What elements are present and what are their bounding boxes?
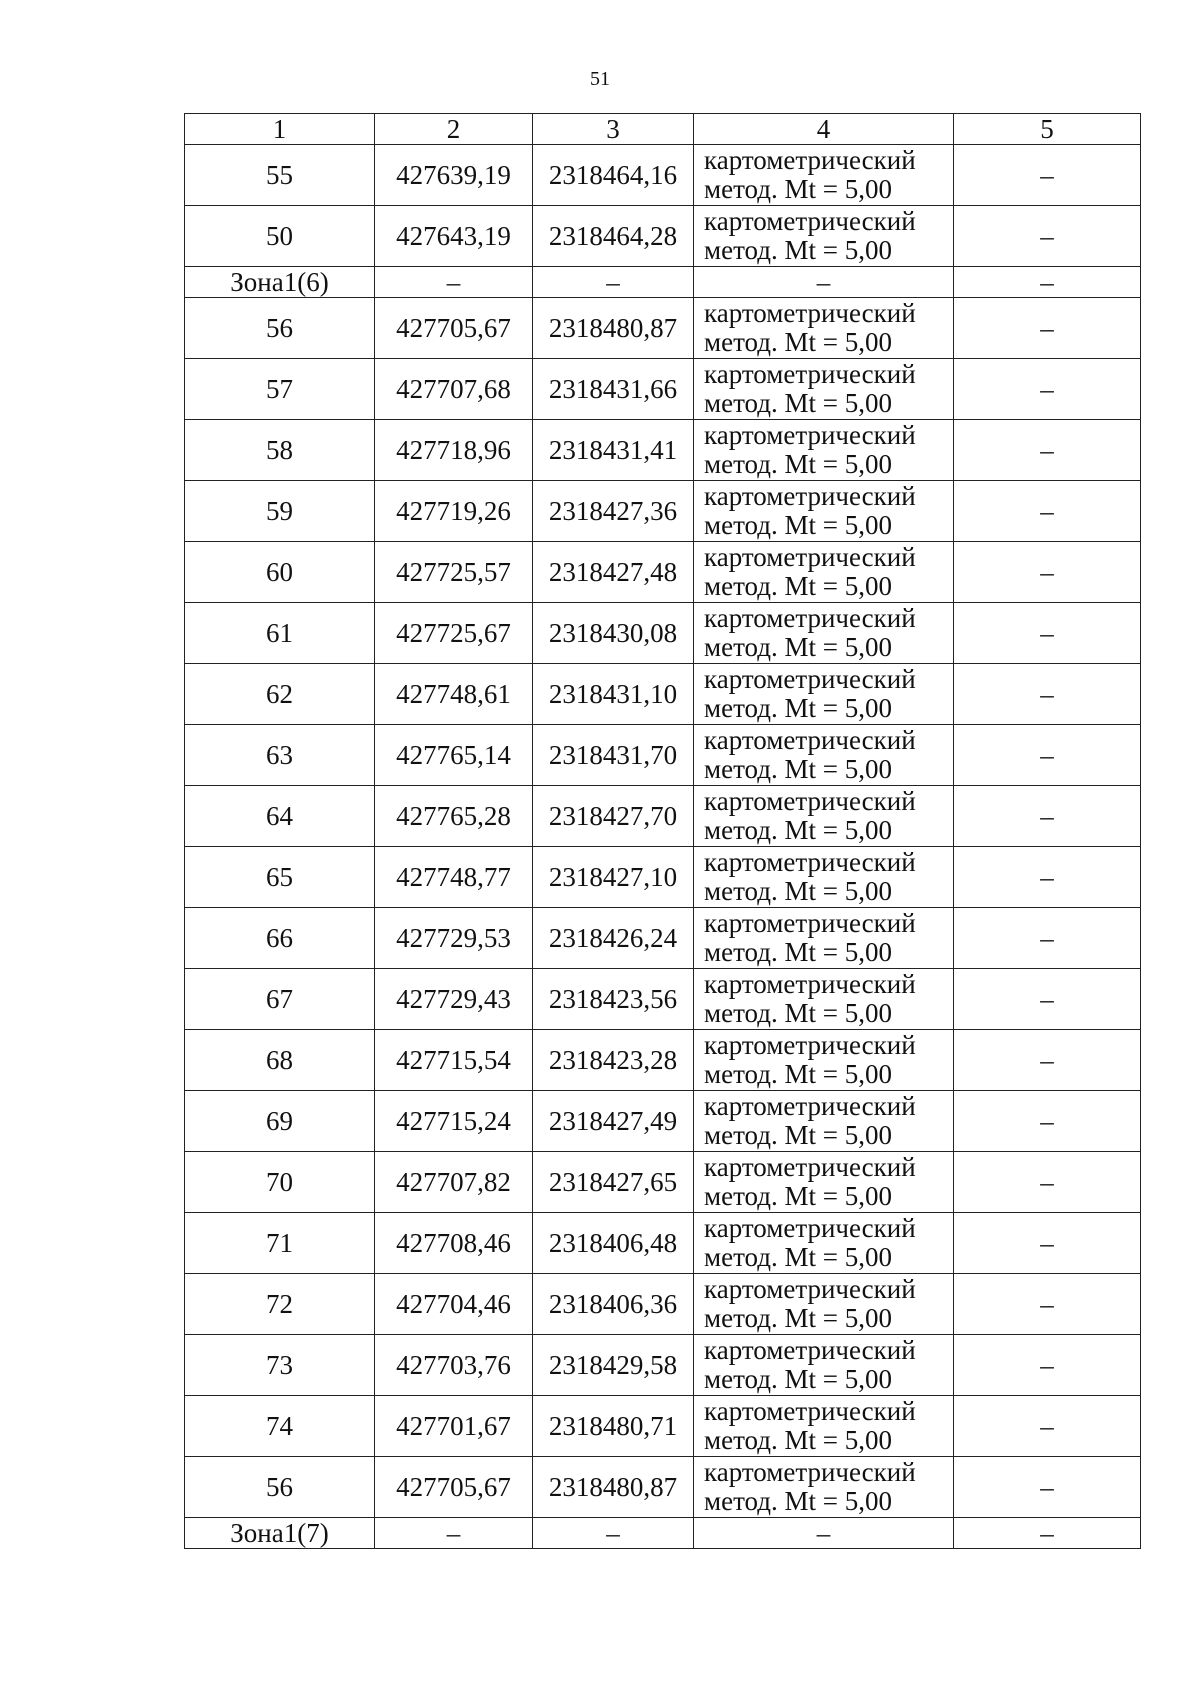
method-name: картометрический: [704, 1091, 916, 1121]
method-name: картометрический: [704, 969, 916, 999]
y-coordinate: 2318427,36: [533, 481, 694, 542]
method-accuracy: метод. Mt = 5,00: [704, 327, 892, 357]
dash-cell: –: [954, 847, 1141, 908]
method-accuracy: метод. Mt = 5,00: [704, 693, 892, 723]
method-name: картометрический: [704, 420, 916, 450]
y-coordinate: 2318406,36: [533, 1274, 694, 1335]
y-coordinate: 2318431,70: [533, 725, 694, 786]
method-cell: [694, 786, 954, 847]
table-row: [185, 298, 1141, 359]
table-row: [185, 359, 1141, 420]
dash-cell: –: [954, 1518, 1141, 1549]
method-name: картометрический: [704, 847, 916, 877]
x-coordinate: 427705,67: [375, 1457, 533, 1518]
x-coordinate: 427701,67: [375, 1396, 533, 1457]
y-coordinate: 2318480,87: [533, 1457, 694, 1518]
table-row: [185, 206, 1141, 267]
dash-cell: –: [954, 969, 1141, 1030]
dash-cell: –: [954, 542, 1141, 603]
y-coordinate: 2318430,08: [533, 603, 694, 664]
y-coordinate: 2318427,70: [533, 786, 694, 847]
y-coordinate: 2318429,58: [533, 1335, 694, 1396]
method-accuracy: метод. Mt = 5,00: [704, 815, 892, 845]
method-cell: [694, 1091, 954, 1152]
dash-cell: –: [954, 786, 1141, 847]
table-row: [185, 786, 1141, 847]
x-coordinate: 427748,61: [375, 664, 533, 725]
method-accuracy: метод. Mt = 5,00: [704, 998, 892, 1028]
table-row: [185, 603, 1141, 664]
point-number: 69: [185, 1091, 375, 1152]
header-cell-4: 4: [694, 114, 954, 145]
point-number: 61: [185, 603, 375, 664]
x-coordinate: 427718,96: [375, 420, 533, 481]
table-row: [185, 1335, 1141, 1396]
zone-label: Зона1(6): [185, 267, 375, 298]
dash-cell: –: [954, 1213, 1141, 1274]
method-accuracy: метод. Mt = 5,00: [704, 1486, 892, 1516]
point-number: 74: [185, 1396, 375, 1457]
y-coordinate: 2318423,56: [533, 969, 694, 1030]
method-accuracy: метод. Mt = 5,00: [704, 937, 892, 967]
y-coordinate: 2318480,87: [533, 298, 694, 359]
header-cell-2: 2: [375, 114, 533, 145]
y-coordinate: 2318431,66: [533, 359, 694, 420]
point-number: 55: [185, 145, 375, 206]
method-accuracy: метод. Mt = 5,00: [704, 876, 892, 906]
dash-cell: –: [954, 1335, 1141, 1396]
method-name: картометрический: [704, 1396, 916, 1426]
table-row: [185, 1396, 1141, 1457]
method-cell: [694, 1030, 954, 1091]
table-row: [185, 1213, 1141, 1274]
dash-cell: –: [954, 1091, 1141, 1152]
method-name: картометрический: [704, 1335, 916, 1365]
table-row: [185, 542, 1141, 603]
method-cell: [694, 1396, 954, 1457]
x-coordinate: 427719,26: [375, 481, 533, 542]
method-cell: [694, 1457, 954, 1518]
point-number: 50: [185, 206, 375, 267]
y-coordinate: 2318431,41: [533, 420, 694, 481]
dash-cell: –: [954, 206, 1141, 267]
method-accuracy: метод. Mt = 5,00: [704, 235, 892, 265]
dash-cell: –: [954, 664, 1141, 725]
header-cell-1: 1: [185, 114, 375, 145]
method-name: картометрический: [704, 1274, 916, 1304]
method-accuracy: метод. Mt = 5,00: [704, 632, 892, 662]
method-accuracy: метод. Mt = 5,00: [704, 449, 892, 479]
dash-cell: –: [954, 481, 1141, 542]
y-coordinate: 2318464,16: [533, 145, 694, 206]
method-name: картометрический: [704, 481, 916, 511]
x-coordinate: 427729,53: [375, 908, 533, 969]
point-number: 59: [185, 481, 375, 542]
dash-cell: –: [954, 1152, 1141, 1213]
table-row: [185, 145, 1141, 206]
method-name: картометрический: [704, 725, 916, 755]
table-row: [185, 1152, 1141, 1213]
x-coordinate: 427765,14: [375, 725, 533, 786]
x-coordinate: 427708,46: [375, 1213, 533, 1274]
method-cell: [694, 420, 954, 481]
method-accuracy: метод. Mt = 5,00: [704, 754, 892, 784]
y-coordinate: 2318427,48: [533, 542, 694, 603]
method-accuracy: метод. Mt = 5,00: [704, 1364, 892, 1394]
method-accuracy: метод. Mt = 5,00: [704, 1242, 892, 1272]
method-cell: [694, 603, 954, 664]
header-cell-3: 3: [533, 114, 694, 145]
dash-cell: –: [954, 1396, 1141, 1457]
x-coordinate: 427715,24: [375, 1091, 533, 1152]
method-accuracy: метод. Mt = 5,00: [704, 510, 892, 540]
table-row: [185, 420, 1141, 481]
x-coordinate: 427643,19: [375, 206, 533, 267]
method-name: картометрический: [704, 542, 916, 572]
y-coordinate: 2318427,10: [533, 847, 694, 908]
coordinates-table: [184, 113, 1141, 1549]
method-name: картометрический: [704, 298, 916, 328]
x-coordinate: 427725,57: [375, 542, 533, 603]
point-number: 56: [185, 298, 375, 359]
method-cell: [694, 481, 954, 542]
dash-cell: –: [954, 267, 1141, 298]
x-coordinate: 427725,67: [375, 603, 533, 664]
point-number: 70: [185, 1152, 375, 1213]
header-cell-5: 5: [954, 114, 1141, 145]
point-number: 57: [185, 359, 375, 420]
method-cell: [694, 1213, 954, 1274]
table-row: [185, 725, 1141, 786]
table-row: [185, 1091, 1141, 1152]
method-name: картометрический: [704, 786, 916, 816]
x-coordinate: 427703,76: [375, 1335, 533, 1396]
point-number: 72: [185, 1274, 375, 1335]
y-coordinate: 2318464,28: [533, 206, 694, 267]
dash-cell: –: [954, 145, 1141, 206]
x-coordinate: 427765,28: [375, 786, 533, 847]
method-name: картометрический: [704, 206, 916, 236]
x-coordinate: 427729,43: [375, 969, 533, 1030]
method-accuracy: метод. Mt = 5,00: [704, 388, 892, 418]
method-accuracy: метод. Mt = 5,00: [704, 174, 892, 204]
zone-row: [185, 1518, 1141, 1549]
dash-cell: –: [954, 725, 1141, 786]
dash-cell: –: [954, 420, 1141, 481]
x-coordinate: 427748,77: [375, 847, 533, 908]
method-cell: [694, 542, 954, 603]
y-coordinate: 2318406,48: [533, 1213, 694, 1274]
method-name: картометрический: [704, 359, 916, 389]
method-cell: [694, 359, 954, 420]
point-number: 60: [185, 542, 375, 603]
point-number: 64: [185, 786, 375, 847]
point-number: 65: [185, 847, 375, 908]
y-coordinate: 2318427,65: [533, 1152, 694, 1213]
table-row: [185, 1274, 1141, 1335]
point-number: 71: [185, 1213, 375, 1274]
method-name: картометрический: [704, 1457, 916, 1487]
dash-cell: –: [954, 298, 1141, 359]
table-header-row: [185, 114, 1141, 145]
point-number: 68: [185, 1030, 375, 1091]
method-cell: [694, 145, 954, 206]
point-number: 73: [185, 1335, 375, 1396]
method-cell: [694, 908, 954, 969]
method-name: картометрический: [704, 603, 916, 633]
method-cell: [694, 1274, 954, 1335]
point-number: 67: [185, 969, 375, 1030]
dash-cell: –: [954, 908, 1141, 969]
dash-cell: –: [533, 267, 694, 298]
dash-cell: –: [375, 267, 533, 298]
method-cell: [694, 298, 954, 359]
dash-cell: –: [375, 1518, 533, 1549]
point-number: 63: [185, 725, 375, 786]
method-cell: [694, 1335, 954, 1396]
method-accuracy: метод. Mt = 5,00: [704, 1120, 892, 1150]
zone-row: [185, 267, 1141, 298]
table-row: [185, 908, 1141, 969]
table-row: [185, 969, 1141, 1030]
point-number: 66: [185, 908, 375, 969]
dash-cell: –: [954, 359, 1141, 420]
table-row: [185, 1457, 1141, 1518]
method-accuracy: метод. Mt = 5,00: [704, 1425, 892, 1455]
y-coordinate: 2318426,24: [533, 908, 694, 969]
x-coordinate: 427707,82: [375, 1152, 533, 1213]
method-name: картометрический: [704, 1152, 916, 1182]
table-row: [185, 664, 1141, 725]
method-accuracy: метод. Mt = 5,00: [704, 571, 892, 601]
method-cell: [694, 969, 954, 1030]
page-number: 51: [590, 68, 610, 90]
y-coordinate: 2318480,71: [533, 1396, 694, 1457]
method-name: картометрический: [704, 908, 916, 938]
point-number: 56: [185, 1457, 375, 1518]
dash-cell: –: [954, 603, 1141, 664]
table-row: [185, 847, 1141, 908]
x-coordinate: 427639,19: [375, 145, 533, 206]
x-coordinate: 427707,68: [375, 359, 533, 420]
method-cell: [694, 847, 954, 908]
method-cell: [694, 664, 954, 725]
method-name: картометрический: [704, 664, 916, 694]
point-number: 58: [185, 420, 375, 481]
coordinates-table-body: [185, 114, 1141, 1549]
method-cell: [694, 1152, 954, 1213]
dash-cell: –: [694, 1518, 954, 1549]
dash-cell: –: [533, 1518, 694, 1549]
x-coordinate: 427704,46: [375, 1274, 533, 1335]
point-number: 62: [185, 664, 375, 725]
zone-label: Зона1(7): [185, 1518, 375, 1549]
method-name: картометрический: [704, 1213, 916, 1243]
table-row: [185, 481, 1141, 542]
method-accuracy: метод. Mt = 5,00: [704, 1181, 892, 1211]
method-accuracy: метод. Mt = 5,00: [704, 1303, 892, 1333]
method-cell: [694, 725, 954, 786]
dash-cell: –: [954, 1274, 1141, 1335]
x-coordinate: 427705,67: [375, 298, 533, 359]
y-coordinate: 2318427,49: [533, 1091, 694, 1152]
table-row: [185, 1030, 1141, 1091]
method-name: картометрический: [704, 145, 916, 175]
method-accuracy: метод. Mt = 5,00: [704, 1059, 892, 1089]
method-cell: [694, 206, 954, 267]
y-coordinate: 2318423,28: [533, 1030, 694, 1091]
dash-cell: –: [694, 267, 954, 298]
y-coordinate: 2318431,10: [533, 664, 694, 725]
method-name: картометрический: [704, 1030, 916, 1060]
dash-cell: –: [954, 1030, 1141, 1091]
x-coordinate: 427715,54: [375, 1030, 533, 1091]
dash-cell: –: [954, 1457, 1141, 1518]
